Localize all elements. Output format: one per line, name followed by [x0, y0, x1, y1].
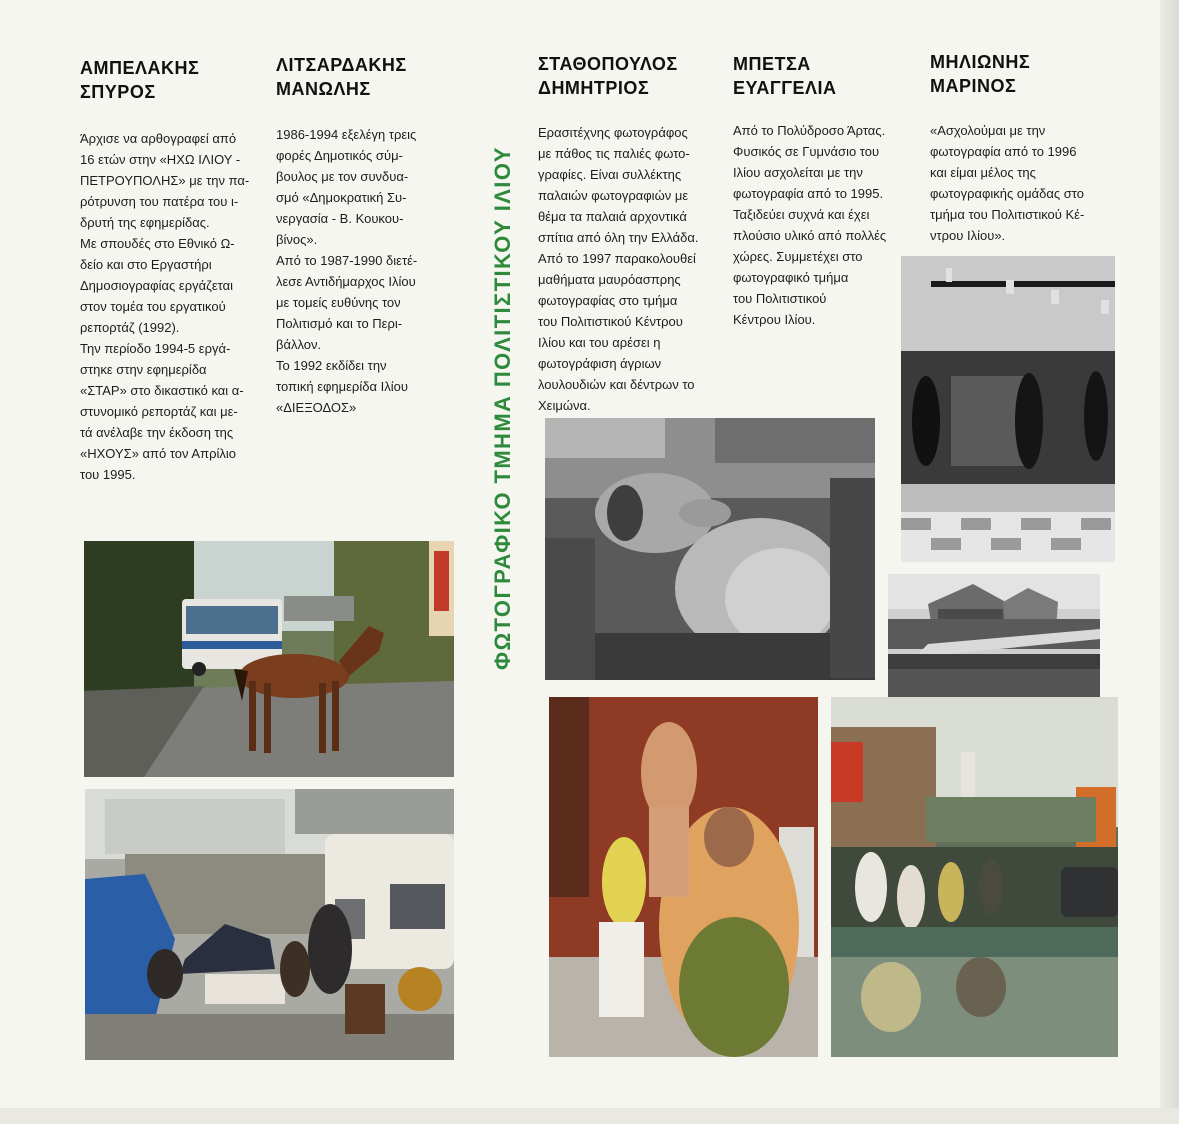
- photo-concert-stage: [901, 256, 1115, 562]
- profile-bio-betsa: Από το Πολύδροσο Άρτας. Φυσικός σε Γυμνάσιο του Ιλίου ασχολείται με την φωτογραφία από το 1995. Ταξιδεύει συχνά και έχει πλούσιο υλικό από πολλές χώρες. Συμμετέχει στο φωτογραφικό τμήμα του Πολιτιστικού Κέντρου Ιλίου.: [733, 123, 887, 327]
- profile-bio-stathopoulos: Ερασιτέχνης φωτογράφος με πάθος τις παλιές φωτο- γραφίες. Είναι συλλέκτης παλαιών φωτογραφιών με θέμα τα παλαιά αρχοντικά σπίτια από όλη την Ελλάδα. Από το 1997 παρακολουθεί μαθήματα μαυρόασπρης φωτογραφίας στο τμήμα του Πολιτιστικού Κέντρου Ιλίου και του αρέσει η φωτογράφιση άγριων λουλουδιών και δέντρων το Χειμώνα.: [538, 125, 699, 413]
- photo-ancient-jars: [545, 418, 875, 680]
- profile-name-litsardakis: ΛΙΤΣΑΡΔΑΚΗΣ ΜΑΝΩΛΗΣ: [276, 55, 407, 99]
- section-title-vertical: ΦΩΤΟΓΡΑΦΙΚΟ ΤΜΗΜΑ ΠΟΛΙΤΙΣΤΙΚΟΥ ΙΛΙΟΥ: [490, 146, 515, 670]
- profile-bio-ampelakis: Άρχισε να αρθογραφεί από 16 ετών στην «ΗΧΩ ΙΛΙΟΥ - ΠΕΤΡΟΥΠΟΛΗΣ» με την πα- ρότρυνση του πατέρα του ι- δρυτή της εφημερίδας. Με σπουδές στο Εθνικό Ω- δείο και στο Εργαστήρι Δημοσιογραφίας εργάζεται στον τομέα του εργατικού ρεπορτάζ (1992). Την περίοδο 1994-5 εργά- στηκε στην εφημερίδα «ΣΤΑΡ» στο δικαστικό και α- στυνομικό ρεπορτάζ και με- τά ανέλαβε την έκδοση της «ΗΧΟΥΣ» από τον Απρίλιο του 1995.: [80, 131, 250, 482]
- profile-bio-litsardakis: 1986-1994 εξελέγη τρεις φορές Δημοτικός σύμ- βουλος με τον συνδυα- σμό «Δημοκρατική Συ- νεργασία - Β. Κουκου- βίνος». Από το 1987-1990 διετέ- λεσε Αντιδήμαρχος Ιλίου με τομείς ευθύνης τον Πολιτισμό και το Περι- βάλλον. Το 1992 εκδίδει την τοπική εφημερίδα Ιλίου «ΔΙΕΞΟΔΟΣ»: [276, 127, 418, 415]
- profile-name-betsa: ΜΠΕΤΣΑ ΕΥΑΓΓΕΛΙΑ: [733, 54, 837, 98]
- profile-name-milionis: ΜΗΛΙΩΝΗΣ ΜΑΡΙΝΟΣ: [930, 52, 1031, 96]
- page-bottom-edge: [0, 1108, 1179, 1124]
- profile-name-stathopoulos: ΣΤΑΘΟΠΟΥΛΟΣ ΔΗΜΗΤΡΙΟΣ: [538, 54, 678, 98]
- photo-camping: [85, 789, 454, 1060]
- profile-name-ampelakis: ΑΜΠΕΛΑΚΗΣ ΣΠΥΡΟΣ: [80, 58, 200, 102]
- profile-bio-milionis: «Ασχολούμαι με την φωτογραφία από το 1996 και είμαι μέλος της φωτογραφικής ομάδας στο τμήμα του Πολιτιστικού Κέ- ντρου Ιλίου».: [930, 123, 1085, 243]
- photo-street-horse: [84, 541, 454, 777]
- photo-rainy-street: [831, 697, 1118, 1057]
- photo-woman-raised-hand: [549, 697, 818, 1057]
- page-edge: [1160, 0, 1179, 1124]
